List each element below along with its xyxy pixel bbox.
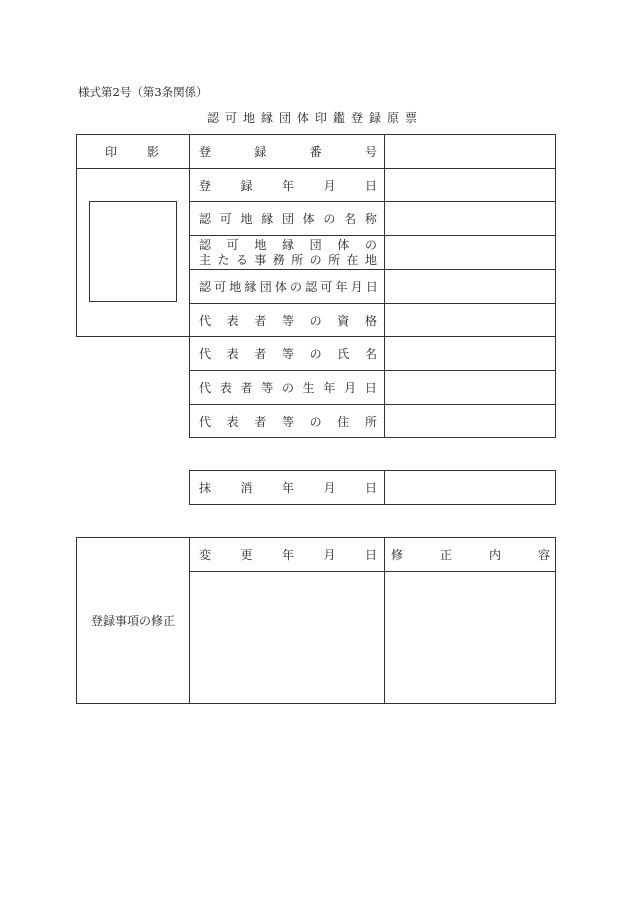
seal-label: 印 影 <box>104 145 161 159</box>
label-representative-name: 代 表 者 等 の 氏 名 <box>199 347 377 361</box>
document-title: 認可地縁団体印鑑登録原票 <box>206 111 423 125</box>
label-office-address: 認 可 地 縁 団 体 の 主 た る 事 務 所 の 所 在 地 <box>199 237 377 267</box>
value-organization-name[interactable] <box>386 202 554 235</box>
label-representative-birthdate: 代 表 者 等 の 生 年 月 日 <box>199 381 377 395</box>
label-modification-section: 登録事項の修正 <box>90 614 175 628</box>
label-organization-name: 認 可 地 縁 団 体 の 名 称 <box>199 212 377 226</box>
label-change-date: 変 更 年 月 日 <box>199 548 377 562</box>
value-registration-date[interactable] <box>386 169 554 201</box>
value-change-date[interactable] <box>190 572 384 703</box>
label-registration-number: 登 録 番 号 <box>199 145 377 159</box>
value-representative-name[interactable] <box>386 337 554 370</box>
seal-impression-box <box>89 201 177 302</box>
value-office-address[interactable] <box>386 236 554 269</box>
value-registration-number[interactable] <box>386 135 554 168</box>
value-representative-birthdate[interactable] <box>386 371 554 404</box>
label-approval-date: 認 可 地 縁 団 体 の 認 可 年 月 日 <box>199 280 378 294</box>
label-deletion-date: 抹 消 年 月 日 <box>199 481 377 495</box>
value-approval-date[interactable] <box>386 270 554 303</box>
form-number: 様式第2号（第3条関係） <box>78 85 208 99</box>
value-modification-content[interactable] <box>386 572 554 703</box>
label-registration-date: 登 録 年 月 日 <box>199 178 377 193</box>
value-deletion-date[interactable] <box>386 471 554 504</box>
label-modification-content: 修 正 内 容 <box>391 548 550 562</box>
value-representative-qualification[interactable] <box>386 304 554 336</box>
value-representative-address[interactable] <box>386 405 554 437</box>
label-representative-address: 代 表 者 等 の 住 所 <box>199 414 377 429</box>
label-representative-qualification: 代 表 者 等 の 資 格 <box>199 313 377 328</box>
